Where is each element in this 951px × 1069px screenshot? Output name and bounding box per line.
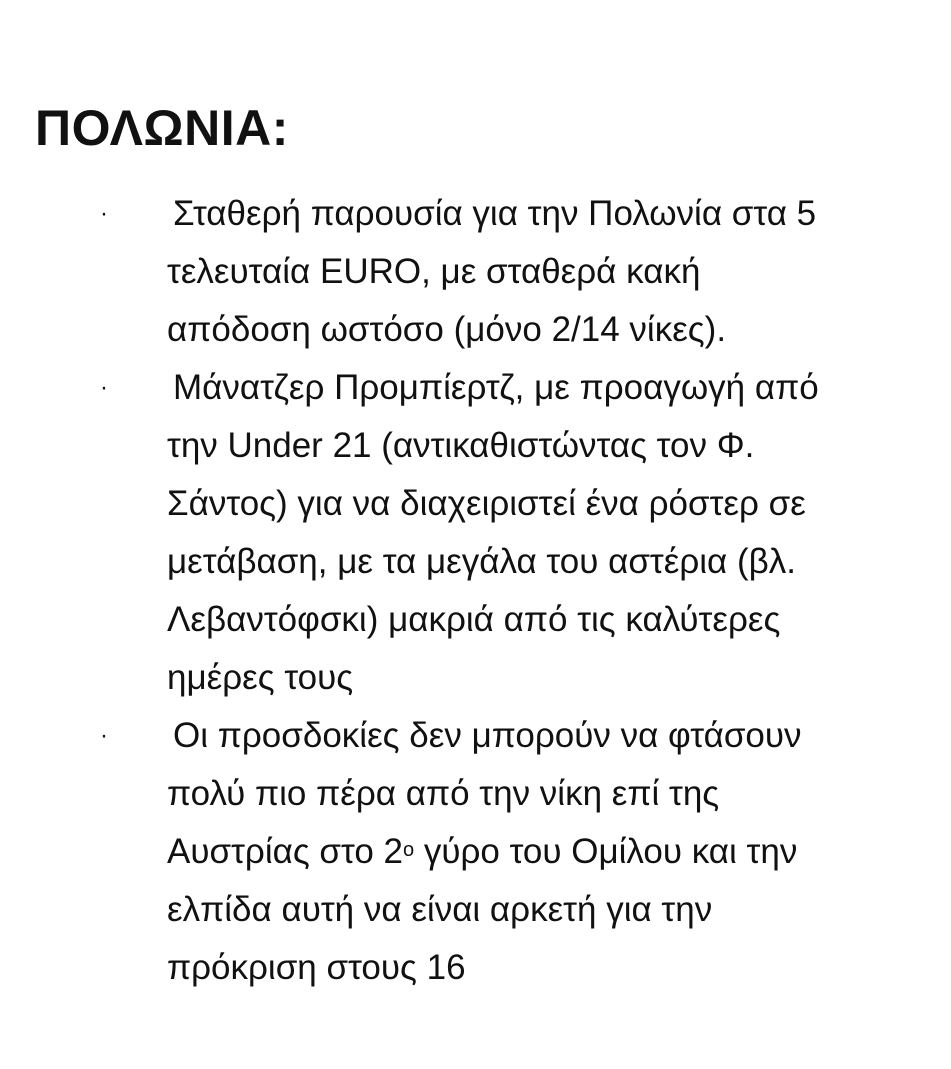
item-line: Αυστρίας στο $2^o$ γύρο του Ομίλου και την: [167, 832, 798, 871]
item-line: Λεβαντόφσκι) μακριά από τις καλύτερες: [167, 600, 781, 639]
bullet-icon: ·: [100, 200, 108, 227]
bullet-list: [0, 185, 951, 997]
bullet-icon: ·: [100, 374, 108, 401]
item-line: ελπίδα αυτή να είναι αρκετή για την: [167, 890, 713, 929]
item-line: απόδοση ωστόσο (μόνο 2/14 νίκες).: [167, 310, 727, 349]
list-item: [0, 185, 951, 359]
list-item: [0, 707, 951, 997]
item-line: τελευταία EURO, με σταθερά κακή: [167, 252, 701, 291]
item-line: Σάντος) για να διαχειριστεί ένα ρόστερ σε: [167, 484, 806, 523]
item-line: ημέρες τους: [167, 658, 354, 697]
list-item: [0, 359, 951, 707]
item-line: την Under 21 (αντικαθιστώντας τον Φ.: [167, 426, 755, 465]
bullet-icon: ·: [100, 722, 108, 749]
item-line: πρόκριση στους 16: [167, 948, 466, 987]
page-title: ΠΟΛΩΝΙΑ:: [35, 100, 289, 156]
item-line: πολύ πιο πέρα από την νίκη επί της: [167, 774, 720, 813]
item-line: Οι προσδοκίες δεν μπορούν να φτάσουν: [173, 716, 802, 755]
item-line: Σταθερή παρουσία για την Πολωνία στα 5: [173, 194, 817, 233]
item-line: Μάνατζερ Προμπίερτζ, με προαγωγή από: [173, 368, 819, 407]
item-line: μετάβαση, με τα μεγάλα του αστέρια (βλ.: [167, 542, 797, 581]
